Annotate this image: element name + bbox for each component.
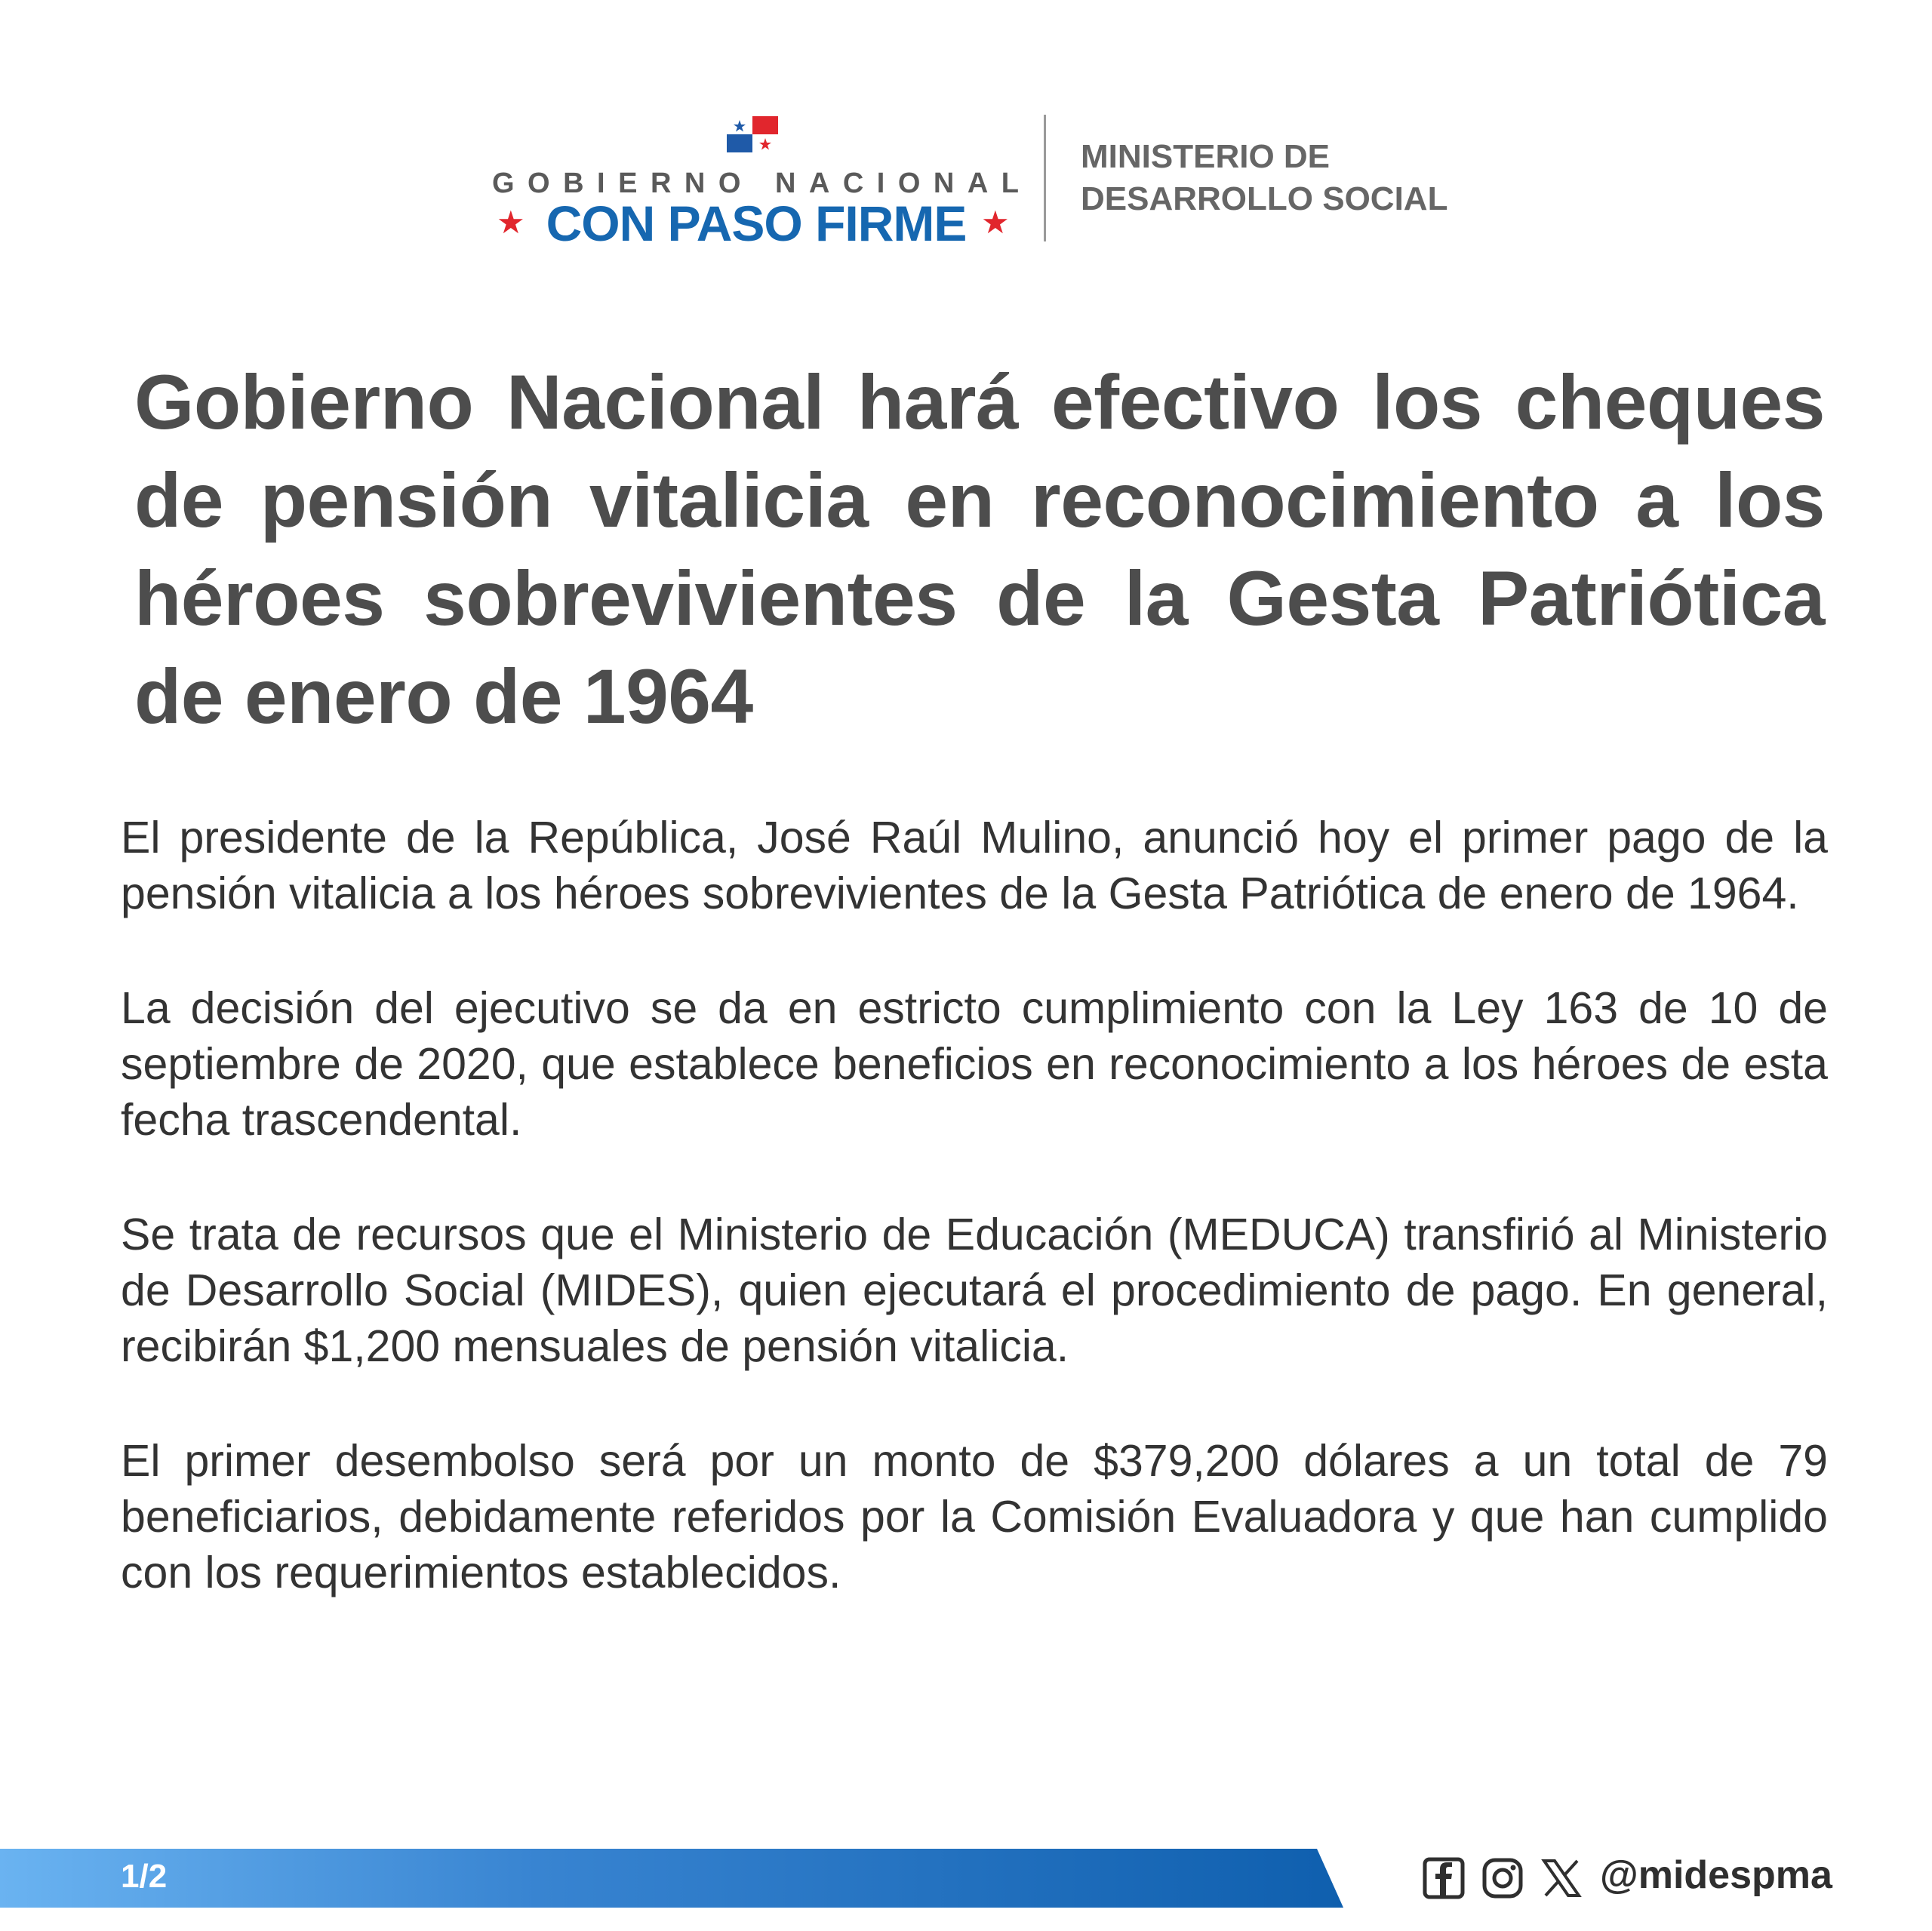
slogan-row — [492, 195, 1014, 249]
footer-bar — [0, 1849, 1343, 1908]
page-indicator: 1/2 — [121, 1858, 168, 1895]
ministry-line-1: MINISTERIO DE — [1081, 138, 1331, 175]
paragraph: El presidente de la República, José Raúl Mulino, anunció hoy el primer pago de la pensión vitalicia a los héroes sobrevivientes de la Gesta Patriótica de enero de 1964. — [121, 813, 1828, 918]
header — [0, 0, 1932, 272]
paragraph: El primer desembolso será por un monto de $379,200 dólares a un total de 79 beneficiarios, debidamente referidos por la Comisión Evaluadora y que han cumplido con los requerimientos establecidos. — [121, 1436, 1828, 1597]
gobierno-nacional-label: GOBIERNO NACIONAL — [492, 168, 1032, 199]
ministry-name — [1081, 136, 1447, 220]
paragraph: La decisión del ejecutivo se da en estricto cumplimiento con la Ley 163 de 10 de septiembre de 2020, que establece beneficios en reconocimiento a los héroes de esta fecha trascendental. — [121, 983, 1828, 1145]
header-divider — [1044, 115, 1046, 241]
social-handle[interactable]: @midespma — [1600, 1853, 1832, 1897]
slogan: CON PASO FIRME — [546, 195, 967, 251]
x-icon[interactable] — [1540, 1856, 1583, 1900]
facebook-icon[interactable] — [1422, 1856, 1466, 1900]
headline: Gobierno Nacional hará efectivo los cheques de pensión vitalicia en reconocimiento a los héroes sobrevivientes de la Gesta Patriótica de enero de 1964 — [134, 359, 1825, 739]
star-icon: ★ — [981, 204, 1010, 241]
paragraph: Se trata de recursos que el Ministerio de Educación (MEDUCA) transfirió al Ministerio de Desarrollo Social (MIDES), quien ejecutará el procedimiento de pago. En general, recibirán $1,200 mensuales de pensión vitalicia. — [121, 1210, 1828, 1371]
instagram-icon[interactable] — [1481, 1856, 1524, 1900]
star-icon: ★ — [497, 204, 525, 241]
article-body — [121, 810, 1828, 1659]
ministry-line-2: DESARROLLO SOCIAL — [1081, 180, 1448, 217]
panama-flag-icon — [727, 116, 778, 152]
